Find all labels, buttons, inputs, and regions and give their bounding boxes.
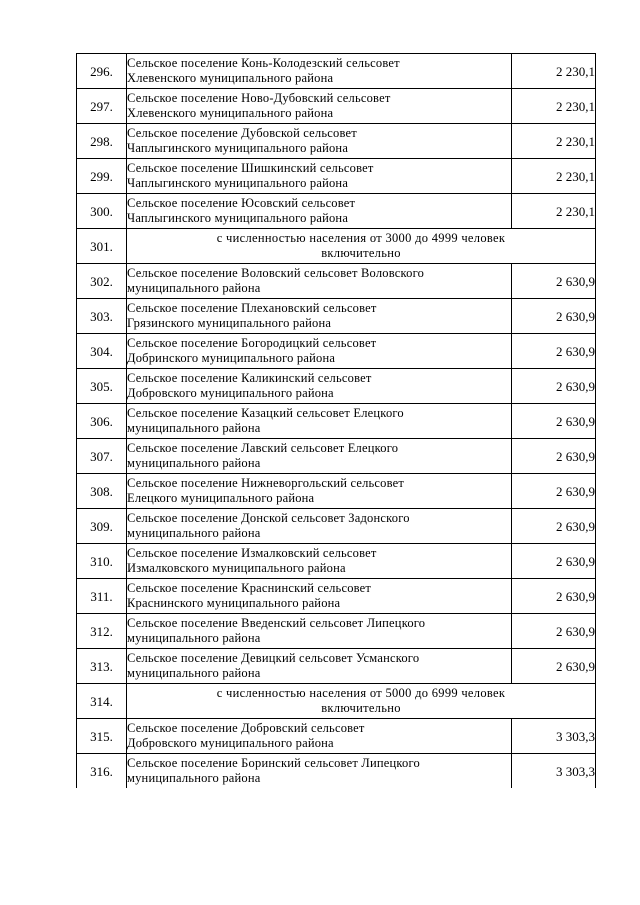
amount-value: 3 303,3 — [512, 754, 596, 789]
settlement-name — [127, 264, 512, 299]
cell-text-line: Грязинского муниципального района — [127, 316, 332, 330]
cell-text-line: муниципального района — [127, 666, 261, 680]
cell-text-line: Сельское поселение Плехановский сельсовет — [127, 301, 377, 315]
cell-text-line: Добринского муниципального района — [127, 351, 336, 365]
table-row — [77, 474, 596, 509]
cell-text-line: Сельское поселение Шишкинский сельсовет — [127, 161, 374, 175]
cell-text-line: Измалковского муниципального района — [127, 561, 346, 575]
group-caption — [127, 229, 596, 264]
settlement-name — [127, 439, 512, 474]
settlement-name — [127, 579, 512, 614]
cell-text-line: Сельское поселение Дубовской сельсовет — [127, 126, 357, 140]
table-row — [77, 369, 596, 404]
cell-text-line: Сельское поселение Лавский сельсовет Елецкого — [127, 441, 399, 455]
table-row — [77, 124, 596, 159]
amount-value: 2 630,9 — [512, 579, 596, 614]
cell-text-line: Сельское поселение Донской сельсовет Задонского — [127, 511, 410, 525]
settlement-name — [127, 649, 512, 684]
table-row — [77, 54, 596, 89]
settlement-name — [127, 544, 512, 579]
table-row — [77, 404, 596, 439]
cell-text-line: Сельское поселение Девицкий сельсовет Усманского — [127, 651, 420, 665]
amount-value: 2 230,1 — [512, 194, 596, 229]
row-number: 315. — [77, 719, 127, 754]
cell-text-line: муниципального района — [127, 631, 261, 645]
cell-text-line: муниципального района — [127, 771, 261, 785]
cell-text-line: Сельское поселение Измалковский сельсовет — [127, 546, 377, 560]
cell-text-line: Сельское поселение Боринский сельсовет Липецкого — [127, 756, 420, 770]
amount-value: 2 630,9 — [512, 509, 596, 544]
settlement-name — [127, 124, 512, 159]
cell-text-line: Краснинского муниципального района — [127, 596, 341, 610]
table-row — [77, 754, 596, 789]
table-row — [77, 719, 596, 754]
row-number: 305. — [77, 369, 127, 404]
row-number: 298. — [77, 124, 127, 159]
cell-text-line: с численностью населения от 3000 до 4999 человек — [216, 231, 506, 245]
amount-value: 2 230,1 — [512, 124, 596, 159]
cell-text-line: Хлевенского муниципального района — [127, 106, 334, 120]
cell-text-line: включительно — [321, 701, 401, 715]
group-header-row — [77, 684, 596, 719]
amount-value: 2 630,9 — [512, 369, 596, 404]
row-number: 313. — [77, 649, 127, 684]
cell-text-line: Добровского муниципального района — [127, 736, 334, 750]
row-number: 310. — [77, 544, 127, 579]
amount-value: 2 630,9 — [512, 404, 596, 439]
settlement-name — [127, 194, 512, 229]
cell-text-line: Сельское поселение Ново-Дубовский сельсовет — [127, 91, 391, 105]
cell-text-line: муниципального района — [127, 526, 261, 540]
amount-value: 2 630,9 — [512, 649, 596, 684]
settlement-name — [127, 369, 512, 404]
table-row — [77, 159, 596, 194]
cell-text-line: Елецкого муниципального района — [127, 491, 315, 505]
amount-value: 2 630,9 — [512, 299, 596, 334]
table-body — [77, 54, 596, 789]
row-number: 312. — [77, 614, 127, 649]
cell-text-line: Чаплыгинского муниципального района — [127, 141, 349, 155]
cell-text-line: Сельское поселение Конь-Колодезский сельсовет — [127, 56, 400, 70]
cell-text-line: включительно — [321, 246, 401, 260]
cell-text-line: Сельское поселение Воловский сельсовет Воловского — [127, 266, 425, 280]
table-row — [77, 334, 596, 369]
row-number: 309. — [77, 509, 127, 544]
cell-text-line: Сельское поселение Введенский сельсовет Липецкого — [127, 616, 426, 630]
settlement-name — [127, 614, 512, 649]
row-number: 311. — [77, 579, 127, 614]
row-number: 307. — [77, 439, 127, 474]
cell-text-line: Сельское поселение Казацкий сельсовет Елецкого — [127, 406, 404, 420]
amount-value: 2 630,9 — [512, 439, 596, 474]
settlement-name — [127, 159, 512, 194]
cell-text-line: Добровского муниципального района — [127, 386, 334, 400]
cell-text-line: Сельское поселение Богородицкий сельсовет — [127, 336, 377, 350]
amount-value: 2 630,9 — [512, 544, 596, 579]
cell-text-line: муниципального района — [127, 421, 261, 435]
row-number: 314. — [77, 684, 127, 719]
row-number: 296. — [77, 54, 127, 89]
cell-text-line: Сельское поселение Каликинский сельсовет — [127, 371, 372, 385]
cell-text-line: Сельское поселение Юсовский сельсовет — [127, 196, 356, 210]
amount-value: 2 230,1 — [512, 54, 596, 89]
cell-text-line: Хлевенского муниципального района — [127, 71, 334, 85]
table-row — [77, 89, 596, 124]
row-number: 297. — [77, 89, 127, 124]
settlement-name — [127, 509, 512, 544]
row-number: 304. — [77, 334, 127, 369]
cell-text-line: Сельское поселение Нижневоргольский сельсовет — [127, 476, 405, 490]
cell-text-line: муниципального района — [127, 281, 261, 295]
table-row — [77, 649, 596, 684]
cell-text-line: Сельское поселение Добровский сельсовет — [127, 721, 365, 735]
table-row — [77, 264, 596, 299]
settlement-name — [127, 404, 512, 439]
group-header-row — [77, 229, 596, 264]
settlement-name — [127, 334, 512, 369]
settlement-name — [127, 299, 512, 334]
row-number: 316. — [77, 754, 127, 789]
cell-text-line: Чаплыгинского муниципального района — [127, 176, 349, 190]
cell-text-line: Чаплыгинского муниципального района — [127, 211, 349, 225]
amount-value: 2 630,9 — [512, 614, 596, 649]
row-number: 299. — [77, 159, 127, 194]
cell-text-line: Сельское поселение Краснинский сельсовет — [127, 581, 372, 595]
table-row — [77, 439, 596, 474]
table-row — [77, 194, 596, 229]
table-row — [77, 509, 596, 544]
settlement-name — [127, 719, 512, 754]
settlements-table — [76, 53, 596, 788]
row-number: 306. — [77, 404, 127, 439]
row-number: 300. — [77, 194, 127, 229]
table-row — [77, 614, 596, 649]
table-row — [77, 579, 596, 614]
row-number: 308. — [77, 474, 127, 509]
amount-value: 2 630,9 — [512, 474, 596, 509]
cell-text-line: с численностью населения от 5000 до 6999 человек — [216, 686, 506, 700]
table-row — [77, 299, 596, 334]
row-number: 302. — [77, 264, 127, 299]
settlement-name — [127, 474, 512, 509]
cell-text-line: муниципального района — [127, 456, 261, 470]
amount-value: 3 303,3 — [512, 719, 596, 754]
settlement-name — [127, 54, 512, 89]
amount-value: 2 630,9 — [512, 264, 596, 299]
amount-value: 2 230,1 — [512, 159, 596, 194]
table-row — [77, 544, 596, 579]
row-number: 303. — [77, 299, 127, 334]
settlement-name — [127, 89, 512, 124]
row-number: 301. — [77, 229, 127, 264]
amount-value: 2 230,1 — [512, 89, 596, 124]
group-caption — [127, 684, 596, 719]
amount-value: 2 630,9 — [512, 334, 596, 369]
settlement-name — [127, 754, 512, 789]
